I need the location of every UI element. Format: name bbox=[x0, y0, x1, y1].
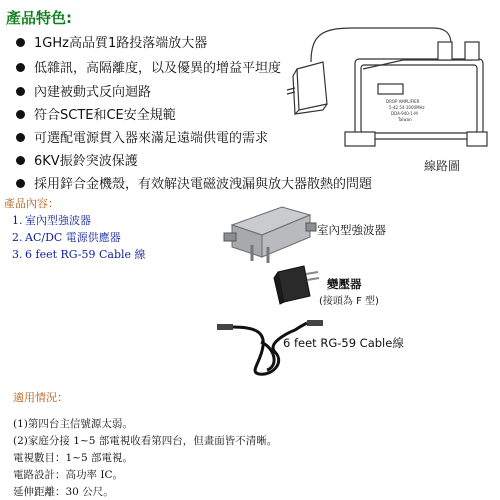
bullet-icon bbox=[16, 38, 25, 47]
amplifier-image bbox=[222, 195, 318, 267]
device-label: DROP AMPLIFIER bbox=[386, 99, 420, 104]
usage-line: 電視數目：1~5 部電視。 bbox=[13, 452, 133, 464]
content-item: 2. AC/DC 電源供應器 bbox=[12, 231, 121, 244]
feature-item: 6KV振鈴突波保護 bbox=[16, 150, 138, 169]
content-item: 1. 室內型強波器 bbox=[12, 214, 91, 227]
amplifier-label: 室內型強波器 bbox=[317, 223, 386, 237]
features-title: 產品特色: bbox=[6, 9, 72, 27]
feature-item: 低雜訊，高隔離度，以及優異的增益平坦度 bbox=[16, 57, 281, 76]
usage-line: 延伸距離：30 公尺。 bbox=[13, 486, 114, 498]
bullet-icon bbox=[16, 110, 25, 119]
bullet-icon bbox=[16, 179, 25, 188]
feature-item: 可選配電源貫入器來滿足遠端供電的需求 bbox=[16, 127, 268, 146]
usage-title: 適用情況： bbox=[13, 391, 68, 404]
feature-item: 符合SCTE和CE安全規範 bbox=[16, 104, 176, 123]
content-item: 3. 6 feet RG-59 Cable 線 bbox=[12, 248, 146, 261]
bullet-icon bbox=[16, 156, 25, 165]
adapter-label: 變壓器 bbox=[327, 277, 362, 291]
feature-item: 採用鋅合金機殼，有效解決電磁波洩漏與放大器散熱的問題 bbox=[16, 173, 372, 192]
diagram-label: 線路圖 bbox=[424, 159, 461, 173]
bullet-icon bbox=[16, 87, 25, 96]
usage-line: 電路設計：高功率 IC。 bbox=[13, 469, 124, 481]
bullet-icon bbox=[16, 63, 25, 72]
cable-connector bbox=[307, 320, 323, 326]
cable-connector bbox=[217, 324, 233, 330]
usage-line: (1)第四台主信號源太弱。 bbox=[13, 418, 133, 430]
usage-line: (2)家庭分接 1~5 部電視收看第四台，但畫面皆不清晰。 bbox=[13, 435, 278, 447]
amplifier-drawing bbox=[345, 42, 487, 146]
wiring-diagram bbox=[283, 14, 493, 174]
cable-label: 6 feet RG-59 Cable線 bbox=[283, 336, 404, 350]
diagram-cable bbox=[311, 28, 451, 62]
feature-item: 內建被動式反向迴路 bbox=[16, 81, 151, 100]
feature-item: 1GHz高品質1路投落端放大器 bbox=[16, 32, 207, 51]
bullet-icon bbox=[16, 133, 25, 142]
adapter-image bbox=[270, 258, 322, 306]
device-label: 5-42 54-1000MHz bbox=[389, 105, 425, 110]
power-adapter-drawing bbox=[287, 62, 327, 114]
device-label: Taiwan bbox=[398, 117, 412, 122]
adapter-note: (接頭為 F 型) bbox=[319, 296, 379, 307]
contents-title: 產品內容： bbox=[4, 197, 59, 210]
device-label: DDA-940-1-M bbox=[391, 111, 418, 116]
